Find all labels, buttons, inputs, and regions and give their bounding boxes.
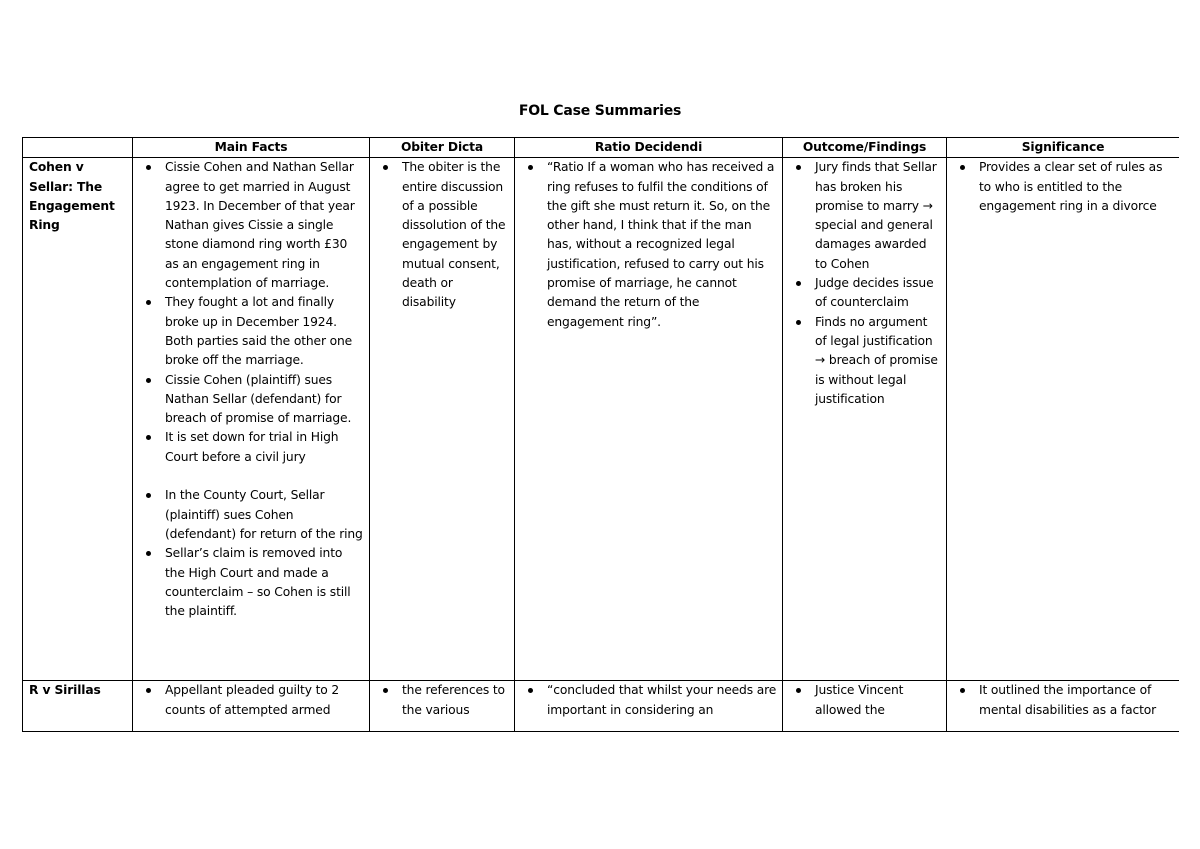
column-header-obiter-dicta: Obiter Dicta (370, 138, 515, 158)
table-row (23, 681, 1180, 732)
list-item: the references to the various (402, 681, 509, 720)
ratio-decidendi-cell (515, 681, 783, 732)
obiter-dicta-cell (370, 158, 515, 681)
header-row (23, 138, 1180, 158)
column-header-main-facts: Main Facts (133, 138, 370, 158)
bullet-list (788, 681, 941, 720)
page-title: FOL Case Summaries (518, 103, 682, 119)
column-header-case (23, 138, 133, 158)
list-item: Cissie Cohen (plaintiff) sues Nathan Sellar (defendant) for breach of promise of marriage. (165, 371, 364, 429)
list-item: “concluded that whilst your needs are important in considering an (547, 681, 777, 720)
bullet-list (952, 158, 1174, 216)
case-name: Cohen v Sellar: The Engagement Ring (23, 158, 133, 681)
list-item: They fought a lot and finally broke up in December 1924. Both parties said the other one broke off the marriage. (165, 293, 364, 370)
list-item: Cissie Cohen and Nathan Sellar agree to get married in August 1923. In December of that year Nathan gives Cissie a single stone diamond ring worth £30 as an engagement ring in contemplation of marriage. (165, 158, 364, 293)
list-item: In the County Court, Sellar (plaintiff) sues Cohen (defendant) for return of the ring (165, 486, 364, 544)
list-item: It is set down for trial in High Court before a civil jury (165, 428, 364, 467)
obiter-dicta-cell (370, 681, 515, 732)
ratio-decidendi-cell (515, 158, 783, 681)
significance-cell (947, 681, 1180, 732)
list-item: Justice Vincent allowed the (815, 681, 941, 720)
list-item: Sellar’s claim is removed into the High Court and made a counterclaim – so Cohen is still the plaintiff. (165, 544, 364, 621)
list-item: Jury finds that Sellar has broken his promise to marry → special and general damages awarded to Cohen (815, 158, 941, 274)
list-item: Provides a clear set of rules as to who is entitled to the engagement ring in a divorce (979, 158, 1174, 216)
bullet-list (138, 681, 364, 720)
main-facts-cell (133, 158, 370, 681)
case-name: R v Sirillas (23, 681, 133, 732)
list-item: The obiter is the entire discussion of a possible dissolution of the engagement by mutual consent, death or disability (402, 158, 509, 312)
column-header-significance: Significance (947, 138, 1180, 158)
bullet-list (788, 158, 941, 409)
column-header-outcome-findings: Outcome/Findings (783, 138, 947, 158)
bullet-list (375, 158, 509, 312)
column-header-ratio-decidendi: Ratio Decidendi (515, 138, 783, 158)
bullet-list (520, 681, 777, 720)
list-item: “Ratio If a woman who has received a ring refuses to fulfil the conditions of the gift she must return it. So, on the other hand, I think that if the man has, without a recognized legal justification, refused to carry out his promise of marriage, he cannot demand the return of the engagement ring”. (547, 158, 777, 332)
outcome-findings-cell (783, 158, 947, 681)
outcome-findings-cell (783, 681, 947, 732)
list-item: Finds no argument of legal justification → breach of promise is without legal justification (815, 313, 941, 409)
list-item: Appellant pleaded guilty to 2 counts of attempted armed (165, 681, 364, 720)
bullet-list (520, 158, 777, 332)
bullet-list (138, 158, 364, 621)
main-facts-cell (133, 681, 370, 732)
list-item: It outlined the importance of mental disabilities as a factor (979, 681, 1174, 720)
bullet-list (375, 681, 509, 720)
table-row (23, 158, 1180, 681)
significance-cell (947, 158, 1180, 681)
list-item: Judge decides issue of counterclaim (815, 274, 941, 313)
case-summary-table-container (22, 137, 1179, 733)
case-summary-table (22, 137, 1179, 732)
bullet-list (952, 681, 1174, 720)
